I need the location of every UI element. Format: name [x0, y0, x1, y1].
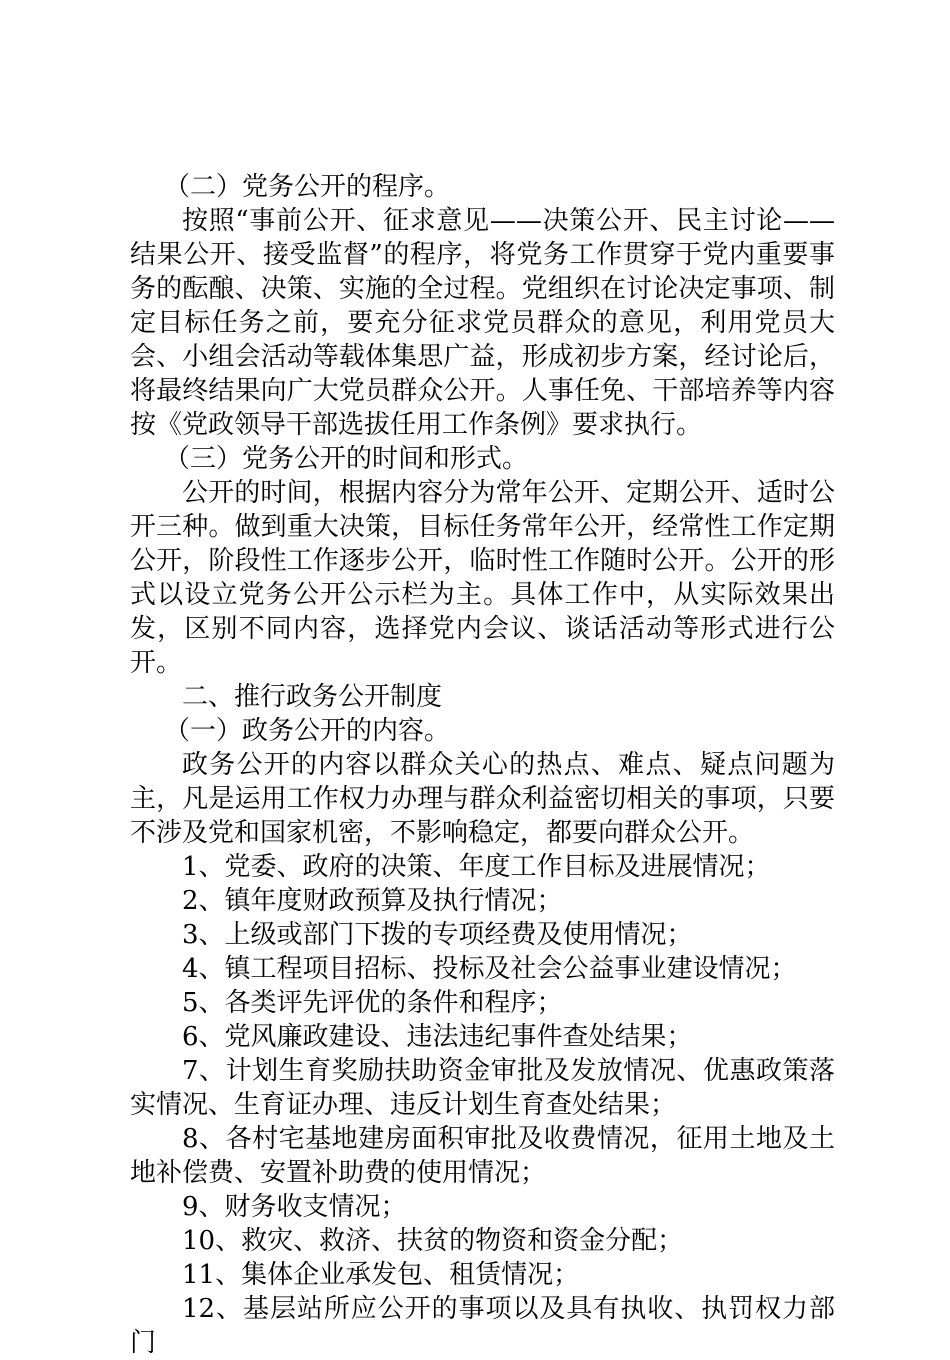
section-heading-party-affairs-procedure: （二）党务公开的程序。 — [164, 172, 451, 202]
list-item: 8、各村宅基地建房面积审批及收费情况，征用土地及土地补偿费、安置补助费的使用情况； — [130, 1124, 835, 1188]
list-item: 9、财务收支情况； — [182, 1192, 407, 1222]
list-item: 4、镇工程项目招标、投标及社会公益事业建设情况； — [182, 954, 797, 984]
paragraph-procedure-body: 按照“事前公开、征求意见——决策公开、民主讨论——结果公开、接受监督”的程序，将党务工作贯穿于党内重要事务的酝酿、决策、实施的全过程。党组织在讨论决定事项、制定目标任务之前，要充分征求党员群众的意见，利用党员大会、小组会活动等载体集思广益，形成初步方案，经讨论后，将最终结果向广大党员群众公开。人事任免、干部培养等内容按《党政领导干部选拔任用工作条例》要求执行。 — [130, 206, 835, 440]
list-item: 6、党风廉政建设、违法违纪事件查处结果； — [182, 1022, 693, 1052]
section-heading-party-affairs-time-form: （三）党务公开的时间和形式。 — [164, 444, 529, 474]
section-heading-government-affairs-content: （一）政务公开的内容。 — [164, 716, 451, 746]
section-heading-government-affairs: 二、推行政务公开制度 — [182, 682, 443, 712]
list-item: 11、集体企业承发包、租赁情况； — [182, 1260, 580, 1290]
list-item: 1、党委、政府的决策、年度工作目标及进展情况； — [182, 852, 771, 882]
list-item: 3、上级或部门下拨的专项经费及使用情况； — [182, 920, 693, 950]
list-item: 12、基层站所应公开的事项以及具有执收、执罚权力部门 — [130, 1294, 835, 1358]
document-body — [130, 170, 835, 1360]
paragraph-government-content-body: 政务公开的内容以群众关心的热点、难点、疑点问题为主，凡是运用工作权力办理与群众利益密切相关的事项，只要不涉及党和国家机密，不影响稳定，都要向群众公开。 — [130, 750, 835, 848]
list-item: 5、各类评先评优的条件和程序； — [182, 988, 563, 1018]
list-item: 10、救灾、救济、扶贫的物资和资金分配； — [182, 1226, 684, 1256]
list-item: 2、镇年度财政预算及执行情况； — [182, 886, 563, 916]
list-item: 7、计划生育奖励扶助资金审批及发放情况、优惠政策落实情况、生育证办理、违反计划生育查处结果； — [130, 1056, 835, 1120]
paragraph-time-form-body: 公开的时间，根据内容分为常年公开、定期公开、适时公开三种。做到重大决策，目标任务常年公开，经常性工作定期公开，阶段性工作逐步公开，临时性工作随时公开。公开的形式以设立党务公开公示栏为主。具体工作中，从实际效果出发，区别不同内容，选择党内会议、谈话活动等形式进行公开。 — [130, 478, 835, 678]
